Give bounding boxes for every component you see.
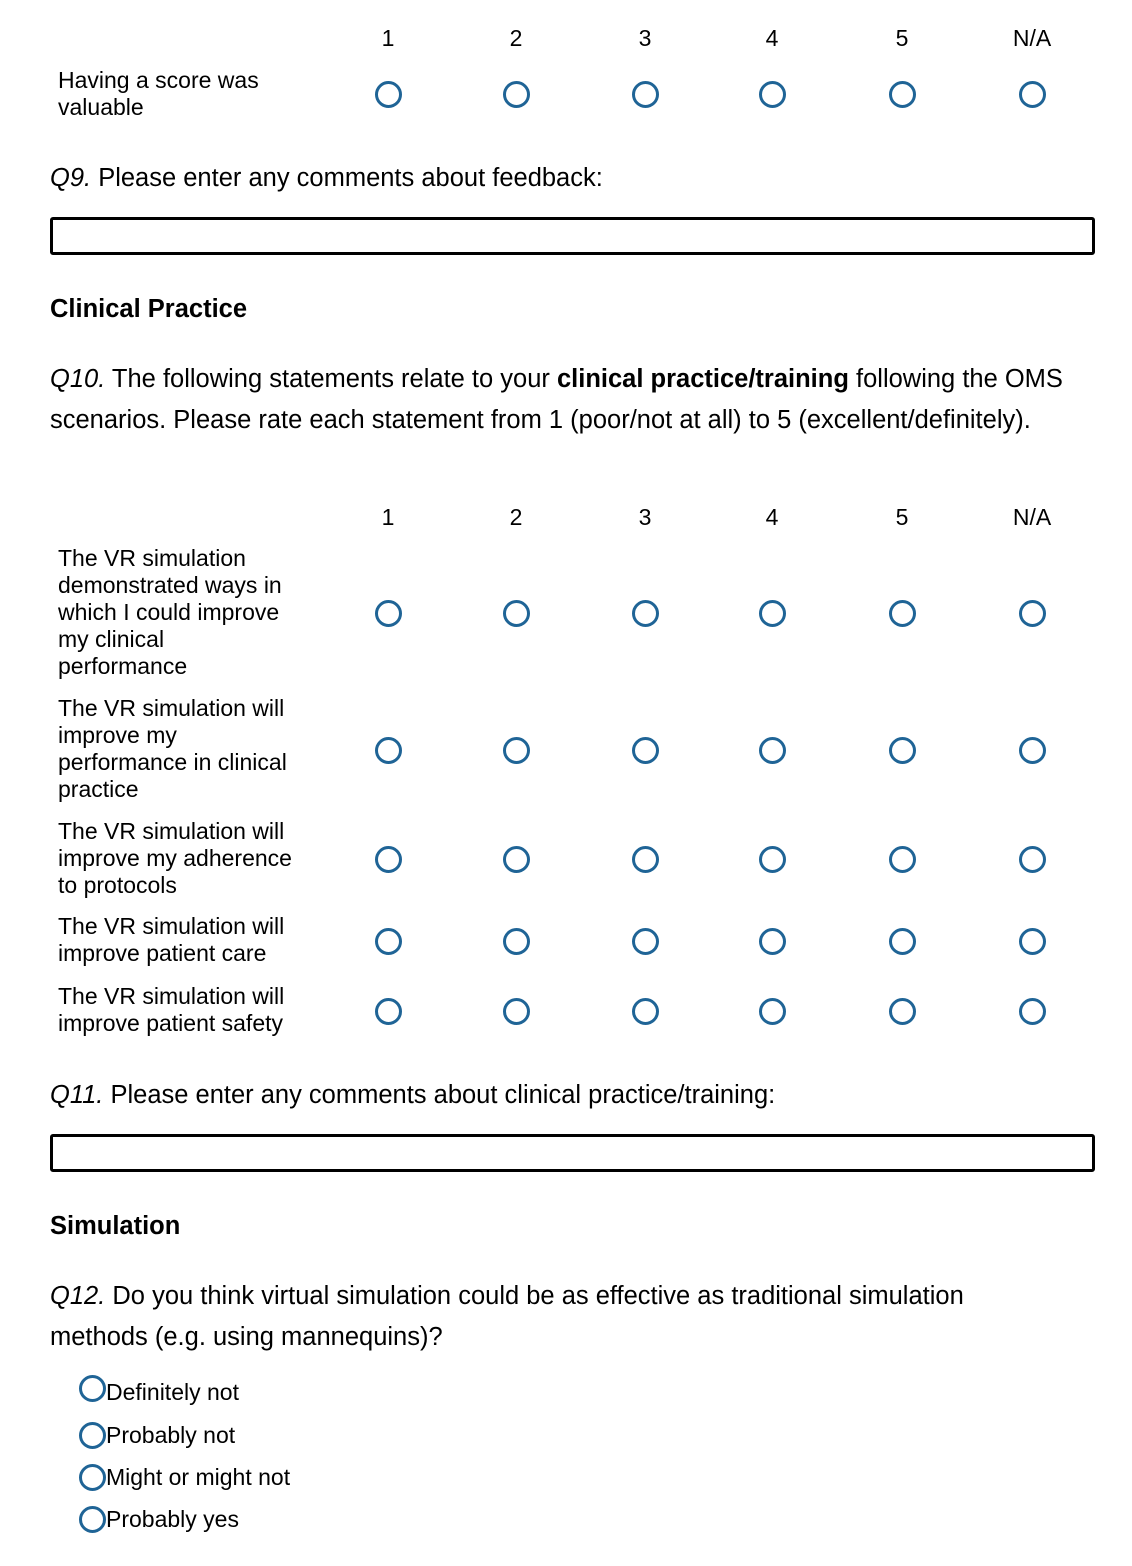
scale-header [0, 23, 1132, 53]
radio-option[interactable] [1019, 600, 1046, 627]
question-number: Q11. [50, 1081, 104, 1109]
scale-label-5: 5 [895, 504, 909, 530]
question-q10 [50, 359, 1090, 441]
radio-option[interactable] [503, 81, 530, 108]
statement-text [58, 67, 320, 121]
statement-line: which I could improve [58, 599, 280, 625]
radio-option[interactable] [375, 600, 402, 627]
radio-option[interactable] [1019, 928, 1046, 955]
scale-label-3: 3 [638, 504, 652, 530]
scale-label-na: N/A [1012, 504, 1052, 530]
question-text: Do you think virtual simulation could be as effective as traditional simulation methods (e.g. using mannequins)? [50, 1282, 964, 1351]
scale-header [0, 502, 1132, 532]
question-text-part: following the OMS scenarios. Please rate each statement from 1 (poor/not at all) to 5 (excellent/definitely). [50, 365, 1063, 434]
statement-line: practice [58, 776, 139, 802]
statement-text [58, 913, 320, 967]
radio-option[interactable] [1019, 998, 1046, 1025]
question-text: Please enter any comments about clinical practice/training: [103, 1081, 776, 1109]
radio-option[interactable] [632, 600, 659, 627]
radio-option[interactable] [889, 600, 916, 627]
statement-line: my clinical [58, 626, 165, 652]
choice-label: Probably yes [106, 1506, 239, 1532]
statement-line: to protocols [58, 872, 177, 898]
radio-option[interactable] [632, 998, 659, 1025]
scale-label-5: 5 [895, 25, 909, 51]
radio-option[interactable] [889, 998, 916, 1025]
question-text: Please enter any comments about feedback: [91, 164, 603, 192]
statement-line: The VR simulation will [58, 913, 285, 939]
q9-comment-input[interactable] [50, 217, 1095, 255]
radio-option[interactable] [79, 1464, 106, 1491]
scale-label-3: 3 [638, 25, 652, 51]
section-heading-simulation: Simulation [50, 1212, 181, 1240]
statement-line: Having a score was [58, 67, 259, 93]
statement-text [58, 818, 320, 899]
radio-option[interactable] [889, 81, 916, 108]
radio-option[interactable] [375, 846, 402, 873]
scale-label-4: 4 [765, 25, 779, 51]
scale-label-4: 4 [765, 504, 779, 530]
statement-line: demonstrated ways in [58, 572, 282, 598]
question-number: Q12. [50, 1282, 106, 1310]
radio-option[interactable] [1019, 81, 1046, 108]
scale-label-2: 2 [509, 25, 523, 51]
radio-option[interactable] [375, 81, 402, 108]
statement-text [58, 545, 320, 680]
statement-text [58, 695, 320, 803]
statement-line: improve patient care [58, 940, 267, 966]
statement-line: performance [58, 653, 188, 679]
question-q9 [50, 158, 1090, 199]
statement-line: improve my adherence [58, 845, 292, 871]
section-heading-clinical-practice: Clinical Practice [50, 295, 248, 323]
choice-label: Definitely not [106, 1379, 239, 1405]
radio-option[interactable] [375, 928, 402, 955]
scale-label-2: 2 [509, 504, 523, 530]
radio-option[interactable] [503, 737, 530, 764]
statement-line: The VR simulation will [58, 983, 285, 1009]
radio-option[interactable] [889, 846, 916, 873]
question-text-emphasis: clinical practice/training [556, 365, 849, 393]
question-q12 [50, 1276, 1050, 1358]
radio-option[interactable] [759, 600, 786, 627]
question-number: Q10. [50, 365, 106, 393]
radio-option[interactable] [503, 998, 530, 1025]
radio-option[interactable] [632, 928, 659, 955]
radio-option[interactable] [759, 81, 786, 108]
statement-line: performance in clinical [58, 749, 287, 775]
radio-option[interactable] [79, 1506, 106, 1533]
radio-option[interactable] [1019, 737, 1046, 764]
radio-option[interactable] [632, 81, 659, 108]
scale-label-na: N/A [1012, 25, 1052, 51]
radio-option[interactable] [759, 998, 786, 1025]
radio-option[interactable] [503, 600, 530, 627]
choice-label: Probably not [106, 1422, 236, 1448]
radio-option[interactable] [79, 1375, 106, 1402]
statement-line: The VR simulation will [58, 818, 285, 844]
radio-option[interactable] [1019, 846, 1046, 873]
radio-option[interactable] [375, 737, 402, 764]
choice-might-or-might-not[interactable] [66, 1460, 466, 1494]
scale-label-1: 1 [381, 504, 395, 530]
radio-option[interactable] [759, 737, 786, 764]
radio-option[interactable] [503, 846, 530, 873]
radio-option[interactable] [889, 928, 916, 955]
scale-label-1: 1 [381, 25, 395, 51]
radio-option[interactable] [889, 737, 916, 764]
question-text-part: The following statements relate to your [105, 365, 557, 393]
statement-line: The VR simulation [58, 545, 246, 571]
choice-label: Might or might not [106, 1464, 291, 1490]
choice-definitely-not[interactable] [66, 1371, 466, 1405]
statement-line: improve patient safety [58, 1010, 284, 1036]
radio-option[interactable] [375, 998, 402, 1025]
radio-option[interactable] [503, 928, 530, 955]
radio-option[interactable] [632, 846, 659, 873]
radio-option[interactable] [759, 846, 786, 873]
statement-line: The VR simulation will [58, 695, 285, 721]
statement-line: valuable [58, 94, 144, 120]
q11-comment-input[interactable] [50, 1134, 1095, 1172]
choice-probably-not[interactable] [66, 1418, 466, 1452]
choice-probably-yes[interactable] [66, 1502, 466, 1536]
radio-option[interactable] [632, 737, 659, 764]
question-q11 [50, 1075, 1090, 1116]
question-number: Q9. [50, 164, 92, 192]
radio-option[interactable] [759, 928, 786, 955]
radio-option[interactable] [79, 1422, 106, 1449]
statement-line: improve my [58, 722, 177, 748]
statement-text [58, 983, 320, 1037]
